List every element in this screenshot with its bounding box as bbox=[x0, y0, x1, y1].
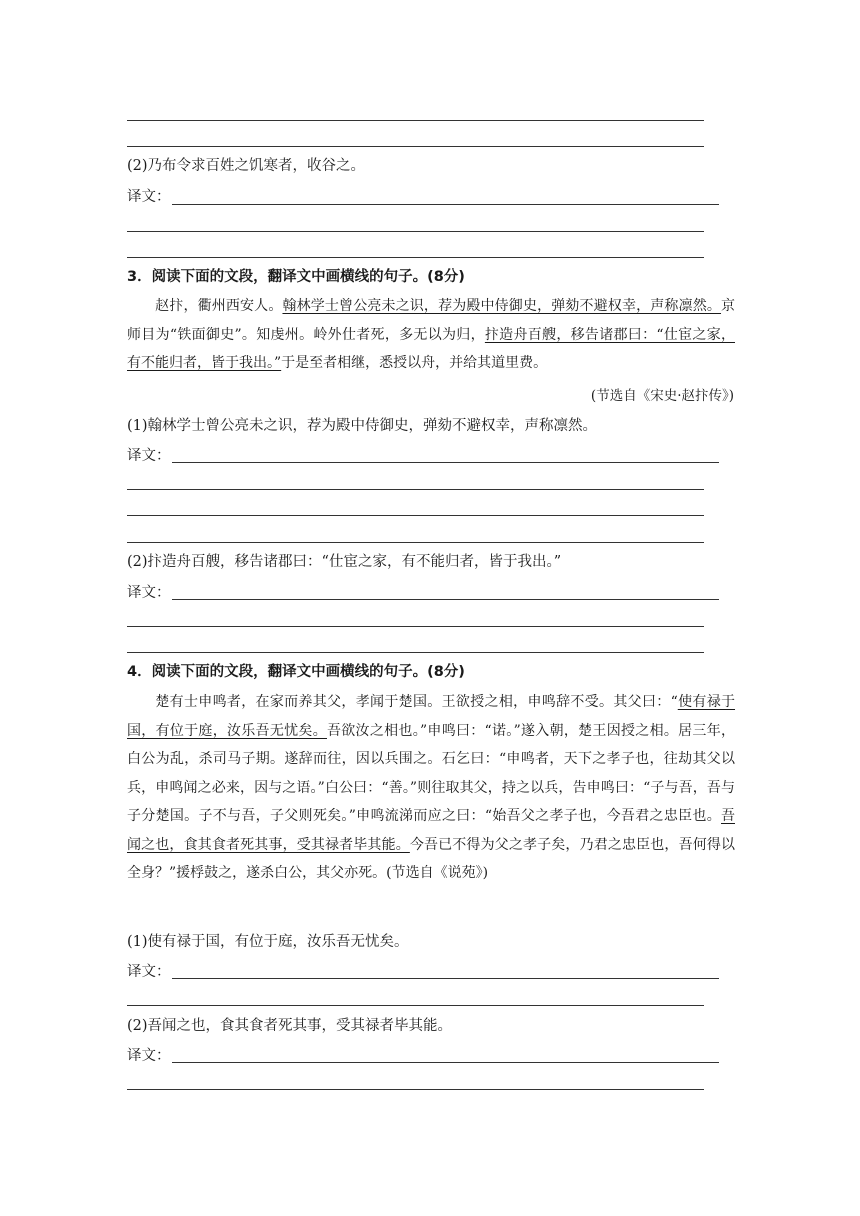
q3-item-1: (1)翰林学士曾公亮未之识，荐为殿中侍御史，弹劾不避权幸，声称凛然。 bbox=[127, 418, 598, 434]
answer-line bbox=[127, 542, 704, 543]
underlined-sentence-1: 使有禄于国，有位于庭，汝乐吾无忧矣。 bbox=[127, 694, 736, 739]
question-3-passage bbox=[127, 292, 735, 378]
passage-text: 吾欲汝之相也。”申鸣曰：“诺。”遂入朝，楚王因授之相。居三年，白公为乱，杀司马子期。遂辞而往，因以兵围之。石乞曰：“申鸣者，天下之孝子也，往劫其父以兵，申鸣闻之必来，因与之语。”白公曰：“善。”则往取其父，持之以兵，告申鸣曰：“子与吾，吾与子分楚国。子不与吾，子父则死矣。”申鸣流涕而应之曰：“始吾父之孝子也，今吾君之忠臣也。 bbox=[127, 722, 735, 824]
q4-item-2: (2)吾闻之也，食其食者死其事，受其禄者毕其能。 bbox=[127, 1018, 453, 1034]
underlined-sentence-2: 抃造舟百艘，移告诸郡曰：“仕宦之家，有不能归者，皆于我出。” bbox=[127, 326, 735, 371]
answer-line bbox=[127, 1089, 704, 1090]
answer-line bbox=[127, 626, 704, 627]
answer-line bbox=[127, 257, 704, 258]
passage-source: (节选自《宋史·赵抃传》) bbox=[590, 388, 734, 404]
passage-text: 于是至者相继，悉授以舟，并给其道里费。 bbox=[281, 355, 548, 371]
answer-line bbox=[127, 489, 704, 490]
translation-label: 译文： bbox=[127, 448, 171, 464]
passage-text: 楚有士申鸣者，在家而养其父，孝闻于楚国。王欲授之相，申鸣辞不受。其父曰：“ bbox=[155, 694, 678, 710]
underlined-sentence-2: 吾闻之也，食其食者死其事，受其禄者毕其能。 bbox=[127, 808, 735, 853]
answer-line bbox=[127, 231, 704, 232]
passage-text: 赵抃，衢州西安人。 bbox=[155, 298, 283, 314]
answer-line bbox=[172, 978, 719, 979]
answer-line bbox=[172, 1062, 719, 1063]
answer-line bbox=[172, 204, 719, 205]
answer-line bbox=[127, 1005, 704, 1006]
translation-label: 译文： bbox=[127, 964, 171, 980]
translation-label: 译文： bbox=[127, 189, 171, 205]
answer-line bbox=[127, 120, 704, 121]
q2-item-2: (2)乃布令求百姓之饥寒者，收谷之。 bbox=[127, 158, 366, 174]
answer-line bbox=[127, 652, 704, 653]
q4-item-1: (1)使有禄于国，有位于庭，汝乐吾无忧矣。 bbox=[127, 934, 409, 950]
answer-line bbox=[127, 146, 704, 147]
underlined-sentence-1: 翰林学士曾公亮未之识，荐为殿中侍御史，弹劾不避权幸，声称凛然。 bbox=[282, 298, 722, 314]
answer-line bbox=[172, 599, 719, 600]
q3-item-2: (2)抃造舟百艘，移告诸郡曰：“仕宦之家，有不能归者，皆于我出。” bbox=[127, 554, 562, 570]
answer-line bbox=[172, 462, 719, 463]
passage-text: 京师目为“铁面御史”。知虔州。岭外仕者死，多无以为归， bbox=[127, 298, 736, 343]
question-4-title: 4．阅读下面的文段，翻译文中画横线的句子。(8分) bbox=[127, 664, 465, 680]
translation-label: 译文： bbox=[127, 1048, 171, 1064]
answer-line bbox=[127, 515, 704, 516]
question-3-title: 3．阅读下面的文段，翻译文中画横线的句子。(8分) bbox=[127, 269, 465, 285]
question-4-passage bbox=[127, 688, 735, 888]
translation-label: 译文： bbox=[127, 585, 171, 601]
passage-text: 今吾已不得为父之孝子矣，乃君之忠臣也，吾何得以全身？”援桴鼓之，遂杀白公，其父亦死。(节选自《说苑》) bbox=[127, 836, 736, 881]
